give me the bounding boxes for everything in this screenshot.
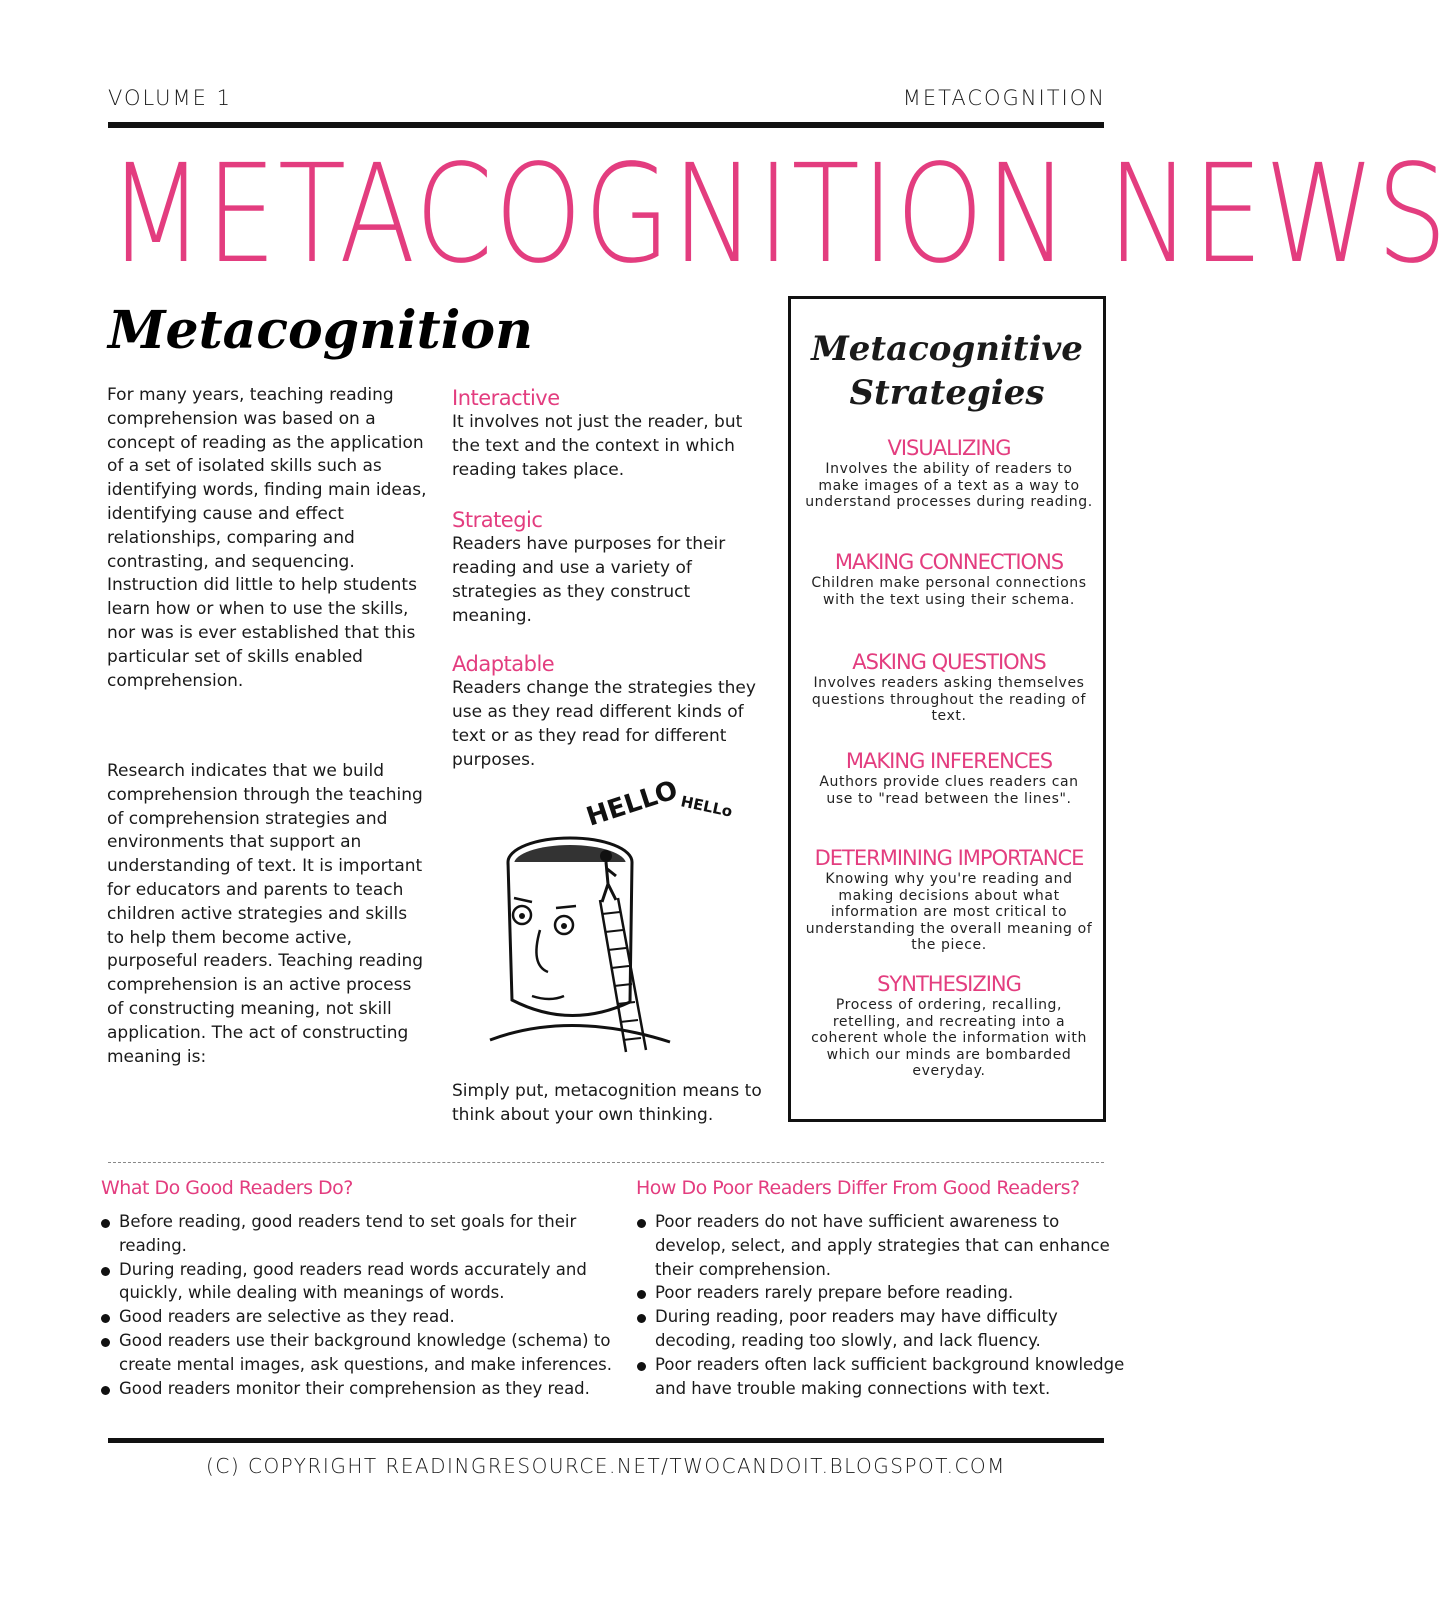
- strategy-making-connections: [805, 549, 1093, 608]
- list-item: Good readers are selective as they read.: [101, 1305, 621, 1329]
- list-item: Good readers use their background knowledge (schema) to create mental images, ask questions, and make inferences.: [101, 1329, 621, 1377]
- quality-interactive: [452, 386, 772, 482]
- list-item: Poor readers rarely prepare before reading.: [637, 1281, 1127, 1305]
- poor-readers-heading: How Do Poor Readers Differ From Good Readers?: [636, 1177, 1080, 1199]
- bottom-rule: [108, 1438, 1104, 1443]
- quality-adaptable: [452, 652, 772, 772]
- strategy-description: Children make personal connections with the text using their schema.: [811, 575, 1087, 608]
- strategy-description: Process of ordering, recalling, retelling, and recreating into a coherent whole the information with which our minds are bombarded everyday.: [811, 997, 1087, 1079]
- poor-readers-list: [637, 1210, 1127, 1400]
- list-item: Poor readers do not have sufficient awareness to develop, select, and apply strategies that can enhance their comprehension.: [637, 1210, 1127, 1281]
- intro-paragraph-2: Research indicates that we build comprehension through the teaching of comprehension strategies and environments that support an understanding of text. It is important for educators and parents to teach children active strategies and skills to help them become active, purposeful readers. Teaching reading comprehension is an active process of constructing meaning, not skill application. The act of constructing meaning is:: [107, 761, 424, 1067]
- strategy-name: MAKING INFERENCES: [845, 749, 1053, 773]
- quality-title: Adaptable: [452, 652, 555, 676]
- top-rule: [108, 122, 1104, 128]
- strategy-making-inferences: [805, 748, 1093, 807]
- strategy-description: Authors provide clues readers can use to "read between the lines".: [819, 774, 1079, 807]
- list-item: During reading, poor readers may have difficulty decoding, reading too slowly, and lack fluency.: [637, 1305, 1127, 1353]
- good-readers-list: [101, 1210, 621, 1400]
- summary-text: Simply put, metacognition means to think about your own thinking.: [452, 1081, 762, 1125]
- head-outline: [508, 862, 632, 1016]
- section-title: Metacognition: [108, 300, 533, 361]
- strategy-asking-questions: [805, 649, 1093, 725]
- list-item: During reading, good readers read words accurately and quickly, while dealing with meanings of words.: [101, 1258, 621, 1306]
- volume-label: VOLUME 1: [108, 86, 232, 110]
- box-title-line1: Metacognitive: [811, 329, 1083, 369]
- speech-hello-echo: HELLo: [679, 792, 735, 821]
- box-title-line2: Strategies: [849, 373, 1045, 413]
- quality-strategic: [452, 508, 772, 628]
- strategies-box: [788, 296, 1106, 1122]
- quality-title: Interactive: [452, 386, 560, 410]
- list-item: Poor readers often lack sufficient background knowledge and have trouble making connections with text.: [637, 1353, 1127, 1401]
- strategy-description: Knowing why you're reading and making decisions about what information are most critical to understanding the overall meaning of the piece.: [805, 871, 1093, 953]
- strategy-name: MAKING CONNECTIONS: [834, 550, 1064, 574]
- climber-head: [600, 850, 612, 862]
- strategy-name: VISUALIZING: [887, 436, 1011, 460]
- intro-paragraph-1: For many years, teaching reading comprehension was based on a concept of reading as the application of a set of isolated skills such as identifying words, finding main ideas, identifying cause and effect relationships, comparing and contrasting, and sequencing. Instruction did little to help students learn how or when to use the skills, nor was is ever established that this particular set of skills enabled comprehension.: [107, 385, 427, 691]
- cartoon-head-illustration: [490, 775, 750, 1060]
- strategy-description: Involves readers asking themselves questions throughout the reading of text.: [811, 675, 1087, 724]
- quality-text: It involves not just the reader, but the text and the context in which reading takes place.: [452, 412, 743, 480]
- dashed-divider: [108, 1162, 1104, 1163]
- quality-title: Strategic: [452, 508, 543, 532]
- strategy-name: SYNTHESIZING: [877, 972, 1021, 996]
- quality-text: Readers have purposes for their reading and use a variety of strategies as they construct meaning.: [452, 534, 726, 626]
- strategy-name: DETERMINING IMPORTANCE: [814, 846, 1084, 870]
- speech-hello: HELLO: [582, 775, 682, 833]
- strategies-box-title: [791, 327, 1103, 415]
- strategy-visualizing: [805, 435, 1093, 511]
- strategy-description: Involves the ability of readers to make images of a text as a way to understand processes during reading.: [805, 461, 1093, 510]
- copyright-footer: (C) COPYRIGHT READINGRESOURCE.NET/TWOCANDOIT.BLOGSPOT.COM: [206, 1454, 1006, 1478]
- good-readers-heading: What Do Good Readers Do?: [101, 1177, 353, 1199]
- list-item: Before reading, good readers tend to set goals for their reading.: [101, 1210, 621, 1258]
- strategy-determining-importance: [805, 845, 1093, 954]
- topic-label: METACOGNITION: [902, 86, 1106, 110]
- quality-text: Readers change the strategies they use as they read different kinds of text or as they read for different purposes.: [452, 678, 756, 770]
- strategy-name: ASKING QUESTIONS: [852, 650, 1046, 674]
- masthead-title: METACOGNITION NEWS: [108, 136, 1449, 294]
- strategy-synthesizing: [805, 971, 1093, 1080]
- list-item: Good readers monitor their comprehension as they read.: [101, 1377, 621, 1401]
